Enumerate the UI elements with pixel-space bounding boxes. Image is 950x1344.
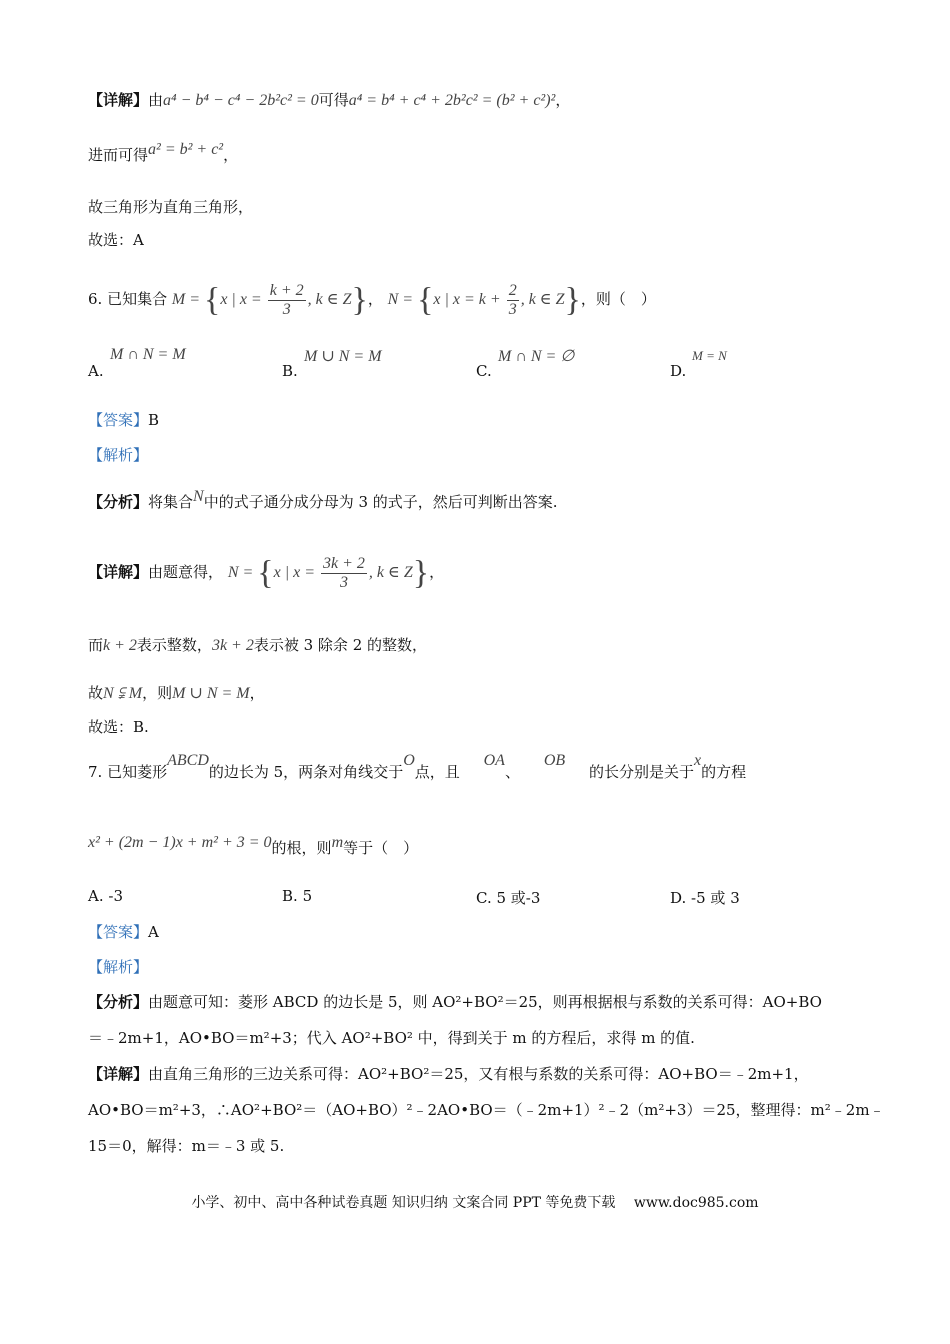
q7-detail-line1 — [88, 1064, 809, 1084]
page-footer: 小学、初中、高中各种试卷真题 知识归纳 文案合同 PPT 等免费下载 www.doc985.com — [191, 1195, 759, 1211]
option-expr: M ∪ N = M — [304, 348, 382, 365]
detail-label: 【详解】 — [88, 563, 149, 581]
q7-detail-line3: 15＝0，解得：m＝﹣3 或 5. — [88, 1137, 285, 1155]
text: 点，且 — [414, 763, 460, 781]
option-value: -3 — [108, 887, 124, 905]
text: M = — [171, 291, 204, 308]
fraction — [321, 555, 367, 592]
text: 、 — [504, 763, 520, 781]
q6-detail — [88, 552, 444, 593]
text: 的长分别是关于 — [588, 763, 694, 781]
q6-option-c — [476, 348, 575, 380]
option-expr: M ∩ N = M — [110, 346, 186, 363]
text: ， — [555, 91, 571, 109]
fraction — [507, 282, 519, 319]
text: 将集合 — [148, 493, 194, 511]
left-brace: { — [257, 554, 274, 592]
set-n — [387, 281, 581, 319]
text: ， — [223, 146, 239, 164]
numerator: 2 — [508, 281, 517, 299]
q7-analysis-label: 【解析】 — [88, 958, 149, 976]
text: 由直角三角形的三边关系可得：AO²+BO²＝25，又有根与系数的关系可得：AO+BO＝﹣2m+1， — [148, 1065, 809, 1083]
text: 可得 — [318, 91, 349, 109]
fraction — [268, 282, 306, 319]
variable: N — [193, 488, 204, 505]
variable: O — [403, 752, 415, 769]
answer-value: A — [148, 923, 159, 941]
text: 中的式子通分成分母为 3 的式子，然后可判断出答案. — [203, 493, 558, 511]
expr: M ∪ N = M — [172, 685, 250, 702]
text: 表示整数， — [136, 636, 212, 654]
text: ， — [249, 684, 265, 702]
q7-fenxi-line1 — [88, 992, 822, 1012]
text: 进而可得 — [88, 146, 149, 164]
q5-detail-line — [88, 90, 570, 111]
q7-detail-line2: AO•BO＝m²+3，∴AO²+BO²＝（AO+BO）²﹣2AO•BO＝（﹣2m+1）²﹣2（m²+3）＝25，整理得：m²﹣2m﹣ — [88, 1101, 885, 1119]
numerator: k + 2 — [269, 281, 304, 299]
set-n-detail — [227, 554, 430, 592]
q6-choose: 故选：B. — [88, 718, 149, 736]
text: ， — [429, 563, 445, 581]
q7-fenxi-line2: ＝﹣2m+1，AO•BO＝m²+3；代入 AO²+BO² 中，得到关于 m 的方程后，求得 m 的值. — [88, 1029, 695, 1047]
fenxi-label: 【分析】 — [88, 493, 149, 511]
text: 表示被 3 除余 2 的整数， — [253, 636, 428, 654]
variable: m — [331, 834, 344, 851]
variable: OB — [543, 752, 566, 769]
answer-label: 【答案】 — [88, 923, 149, 941]
q6-fenxi — [88, 488, 558, 513]
q7-option-c — [476, 887, 540, 908]
text: 由题意得， — [148, 563, 224, 581]
right-brace: } — [351, 281, 368, 319]
variable: ABCD — [167, 752, 209, 769]
denominator: 3 — [282, 300, 291, 318]
q6-option-d — [670, 348, 727, 380]
text: x | x = k + — [433, 291, 505, 308]
text: 故 — [88, 684, 104, 702]
option-value: 5 — [302, 887, 313, 905]
answer-label: 【答案】 — [88, 411, 149, 429]
option-letter: B. — [282, 887, 298, 905]
q6-option-a — [88, 346, 186, 380]
left-brace: { — [204, 281, 221, 319]
option-letter: C. — [476, 889, 492, 907]
detail-label: 【详解】 — [88, 91, 149, 109]
q7-option-b — [282, 887, 312, 905]
text: , k ∈ Z — [520, 291, 565, 308]
left-brace: { — [417, 281, 434, 319]
text: 等于（ ） — [343, 839, 419, 857]
option-expr: M = N — [692, 348, 727, 363]
q5-choose: 故选：A — [88, 231, 144, 249]
text: 的方程 — [701, 763, 747, 781]
q7-answer — [88, 922, 159, 942]
text: x | x = — [220, 291, 266, 308]
text: N = — [227, 564, 258, 581]
text: ， — [367, 290, 383, 308]
option-value: -5 或 3 — [691, 889, 740, 907]
expr: 3k + 2 — [211, 637, 254, 654]
q5-line3: 故三角形为直角三角形， — [88, 198, 254, 216]
text: , k ∈ Z — [368, 564, 413, 581]
option-expr: M ∩ N = ∅ — [498, 348, 575, 365]
variable: OA — [483, 752, 505, 769]
equation: a² = b² + c² — [148, 141, 224, 158]
answer-value: B — [148, 411, 160, 429]
q6-line-er — [88, 635, 427, 656]
text: 6. 已知集合 — [88, 290, 168, 308]
text: 的根，则 — [271, 839, 332, 857]
option-value: 5 或-3 — [496, 889, 541, 907]
equation: a⁴ = b⁴ + c⁴ + 2b²c² = (b² + c²)² — [348, 92, 556, 109]
text: 7. 已知菱形 — [88, 763, 168, 781]
option-letter: D. — [670, 362, 687, 380]
right-brace: } — [564, 281, 581, 319]
q7-option-a — [88, 887, 123, 905]
q7-option-d — [670, 887, 740, 908]
expr: N ⫋ M — [103, 685, 143, 702]
q6-stem — [88, 279, 656, 320]
denominator: 3 — [508, 300, 517, 318]
q5-line2 — [88, 141, 239, 166]
option-letter: A. — [88, 887, 104, 905]
text: ，则（ ） — [580, 290, 656, 308]
expr: k + 2 — [103, 637, 137, 654]
option-letter: B. — [282, 362, 298, 380]
q7-stem-line2 — [88, 834, 419, 859]
q6-answer — [88, 410, 159, 430]
numerator: 3k + 2 — [323, 554, 365, 572]
q6-analysis-label: 【解析】 — [88, 446, 149, 464]
option-letter: A. — [88, 362, 104, 380]
q6-option-b — [282, 348, 382, 380]
variable: x — [694, 752, 702, 769]
option-letter: D. — [670, 889, 687, 907]
q6-line-gu — [88, 683, 265, 704]
denominator: 3 — [339, 573, 348, 591]
right-brace: } — [412, 554, 430, 592]
text: 而 — [88, 636, 104, 654]
q7-stem-line1 — [88, 752, 747, 783]
text: 由 — [148, 91, 164, 109]
text: N = — [387, 291, 418, 308]
equation: x² + (2m − 1)x + m² + 3 = 0 — [88, 834, 272, 851]
text: ，则 — [142, 684, 173, 702]
text: x | x = — [273, 564, 320, 581]
equation: a⁴ − b⁴ − c⁴ − 2b²c² = 0 — [163, 92, 319, 109]
fenxi-label: 【分析】 — [88, 993, 149, 1011]
option-letter: C. — [476, 362, 492, 380]
set-m — [171, 281, 368, 319]
text: , k ∈ Z — [307, 291, 352, 308]
text: 的边长为 5，两条对角线交于 — [208, 763, 404, 781]
detail-label: 【详解】 — [88, 1065, 149, 1083]
text: 由题意可知：菱形 ABCD 的边长是 5，则 AO²+BO²＝25，则再根据根与系数的关系可得：AO+BO — [148, 993, 822, 1011]
